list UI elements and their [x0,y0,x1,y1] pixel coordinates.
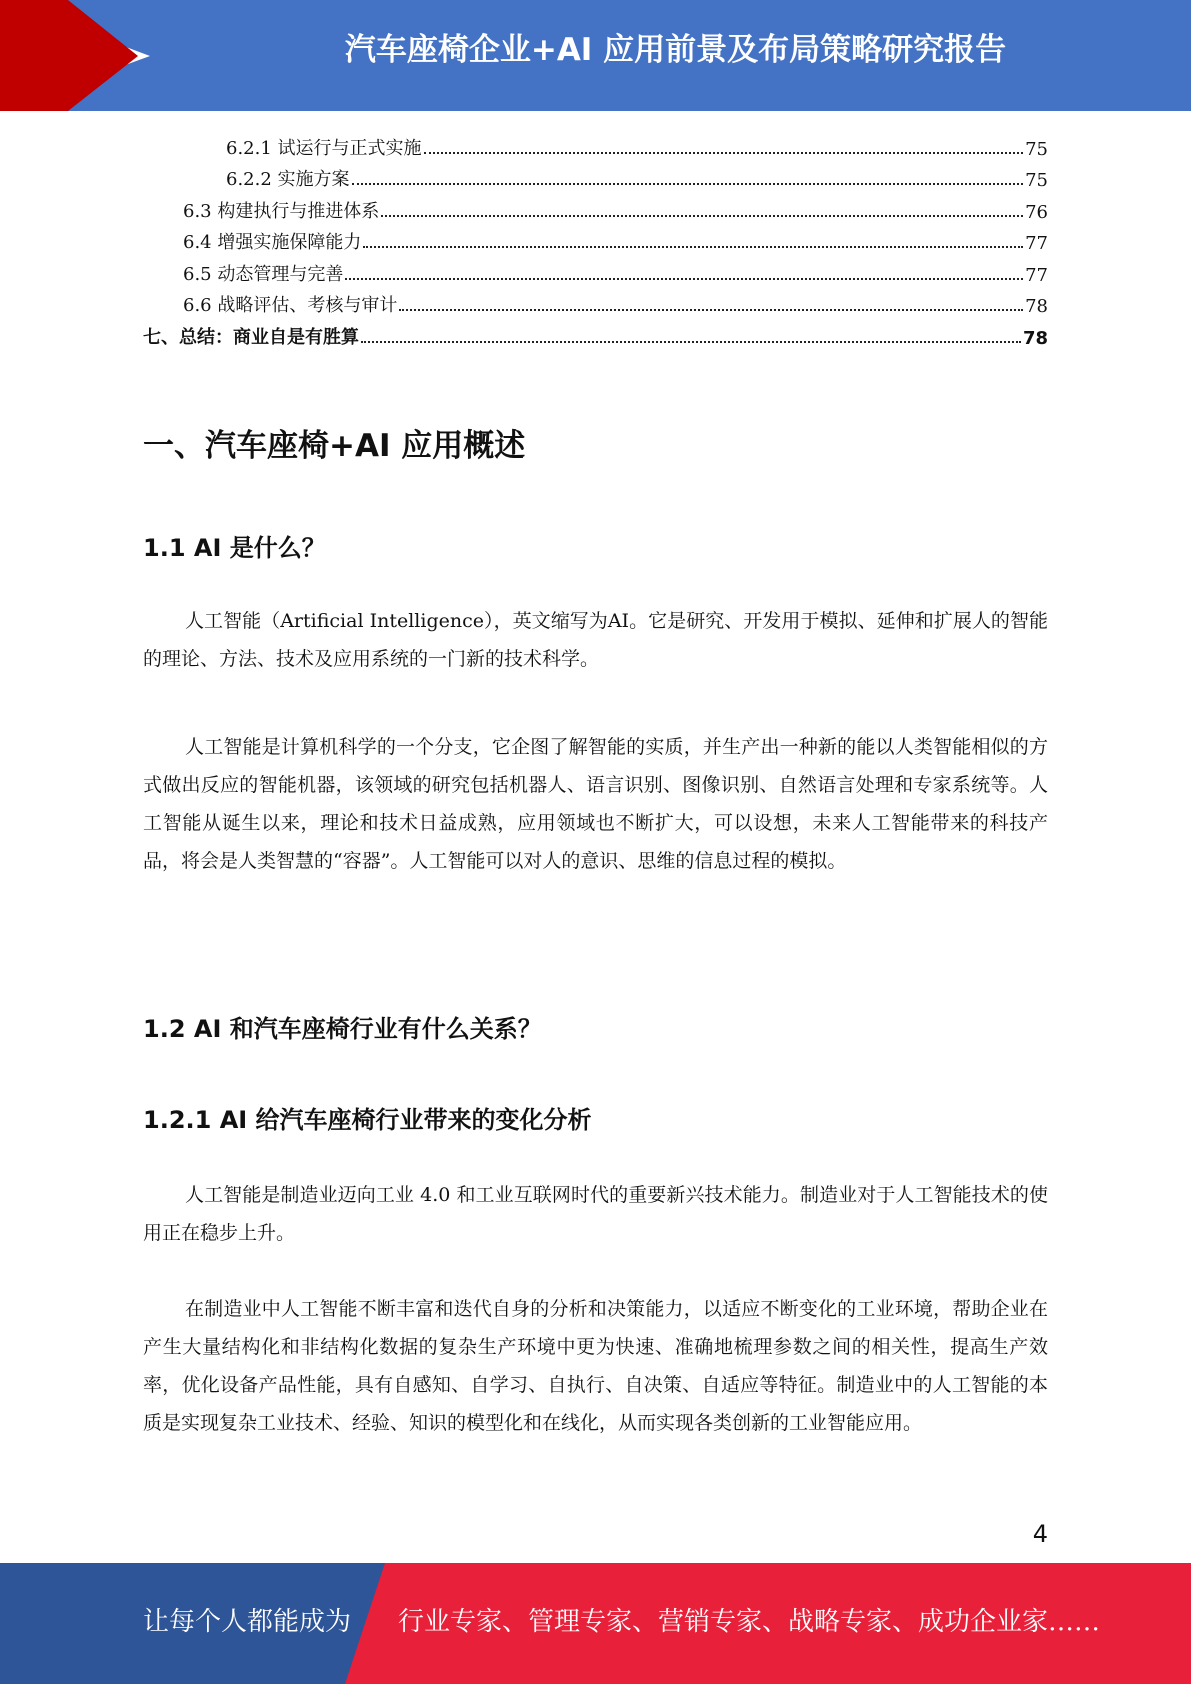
toc-leader-dots [361,341,1021,343]
body-paragraph: 人工智能是制造业迈向工业 4.0 和工业互联网时代的重要新兴技术能力。制造业对于人工智能技术的使用正在稳步上升。 [143,1184,1048,1244]
toc-leader-dots [424,152,1024,154]
header-arrow-base [0,0,68,111]
subsection-heading: 1.2.1 AI 给汽车座椅行业带来的变化分析 [143,1106,592,1134]
toc-page: 76 [1025,201,1048,223]
toc-leader-dots [399,309,1023,311]
footer-slogan-left: 让每个人都能成为 [143,1607,352,1637]
toc-label: 6.2.2 实施方案 [226,165,352,191]
toc-label: 6.2.1 试运行与正式实施 [226,134,424,160]
chapter-heading: 一、汽车座椅+AI 应用概述 [143,428,526,464]
section-heading: 1.2 AI 和汽车座椅行业有什么关系？ [143,1015,542,1043]
toc-leader-dots [363,246,1023,248]
toc-entry[interactable] [143,317,1048,349]
toc-page: 75 [1025,138,1048,160]
toc-entry[interactable] [143,286,1048,318]
page-number: 4 [1032,1520,1048,1548]
body-paragraph: 人工智能（Artificial Intelligence），英文缩写为AI。它是研究、开发用于模拟、延伸和扩展人的智能的理论、方法、技术及应用系统的一门新的技术科学。 [143,610,1048,670]
section-heading: 1.1 AI 是什么？ [143,534,326,562]
body-paragraph: 在制造业中人工智能不断丰富和迭代自身的分析和决策能力，以适应不断变化的工业环境，帮助企业在产生大量结构化和非结构化数据的复杂生产环境中更为快速、准确地梳理参数之间的相关性，提高生产效率，优化设备产品性能，具有自感知、自学习、自执行、自决策、自适应等特征。制造业中的人工智能的本质是实现复杂工业技术、经验、知识的模型化和在线化，从而实现各类创新的工业智能应用。 [143,1298,1048,1434]
toc-entry[interactable] [143,160,1048,192]
page-footer [0,1563,1191,1684]
report-title: 汽车座椅企业+AI 应用前景及布局策略研究报告 [344,32,1007,68]
toc-label: 6.3 构建执行与推进体系 [183,197,381,223]
toc-entry[interactable] [143,254,1048,286]
toc-entry[interactable] [143,128,1048,160]
toc-page: 78 [1025,296,1048,317]
body-paragraph: 人工智能是计算机科学的一个分支，它企图了解智能的实质，并生产出一种新的能以人类智能相似的方式做出反应的智能机器，该领域的研究包括机器人、语言识别、图像识别、自然语言处理和专家系统等。人工智能从诞生以来，理论和技术日益成熟，应用领域也不断扩大，可以设想，未来人工智能带来的科技产品，将会是人类智慧的“容器”。人工智能可以对人的意识、思维的信息过程的模拟。 [143,736,1048,872]
toc-page: 75 [1025,170,1048,191]
toc-leader-dots [381,215,1023,217]
toc-label: 6.6 战略评估、考核与审计 [183,291,399,317]
toc-leader-dots [345,278,1023,280]
table-of-contents [143,128,1048,349]
toc-entry[interactable] [143,191,1048,223]
toc-page: 77 [1025,233,1048,254]
toc-label: 6.5 动态管理与完善 [183,260,345,286]
toc-leader-dots [352,183,1024,185]
page-header [0,0,1191,111]
toc-entry[interactable] [143,223,1048,255]
header-arrow-icon [68,0,138,111]
toc-page: 78 [1022,327,1048,349]
toc-page: 77 [1025,264,1048,286]
toc-label: 6.4 增强实施保障能力 [183,228,363,254]
footer-slogan-right: 行业专家、管理专家、营销专家、战略专家、成功企业家…… [398,1607,1101,1637]
toc-label: 七、总结：商业自是有胜算 [143,323,361,349]
